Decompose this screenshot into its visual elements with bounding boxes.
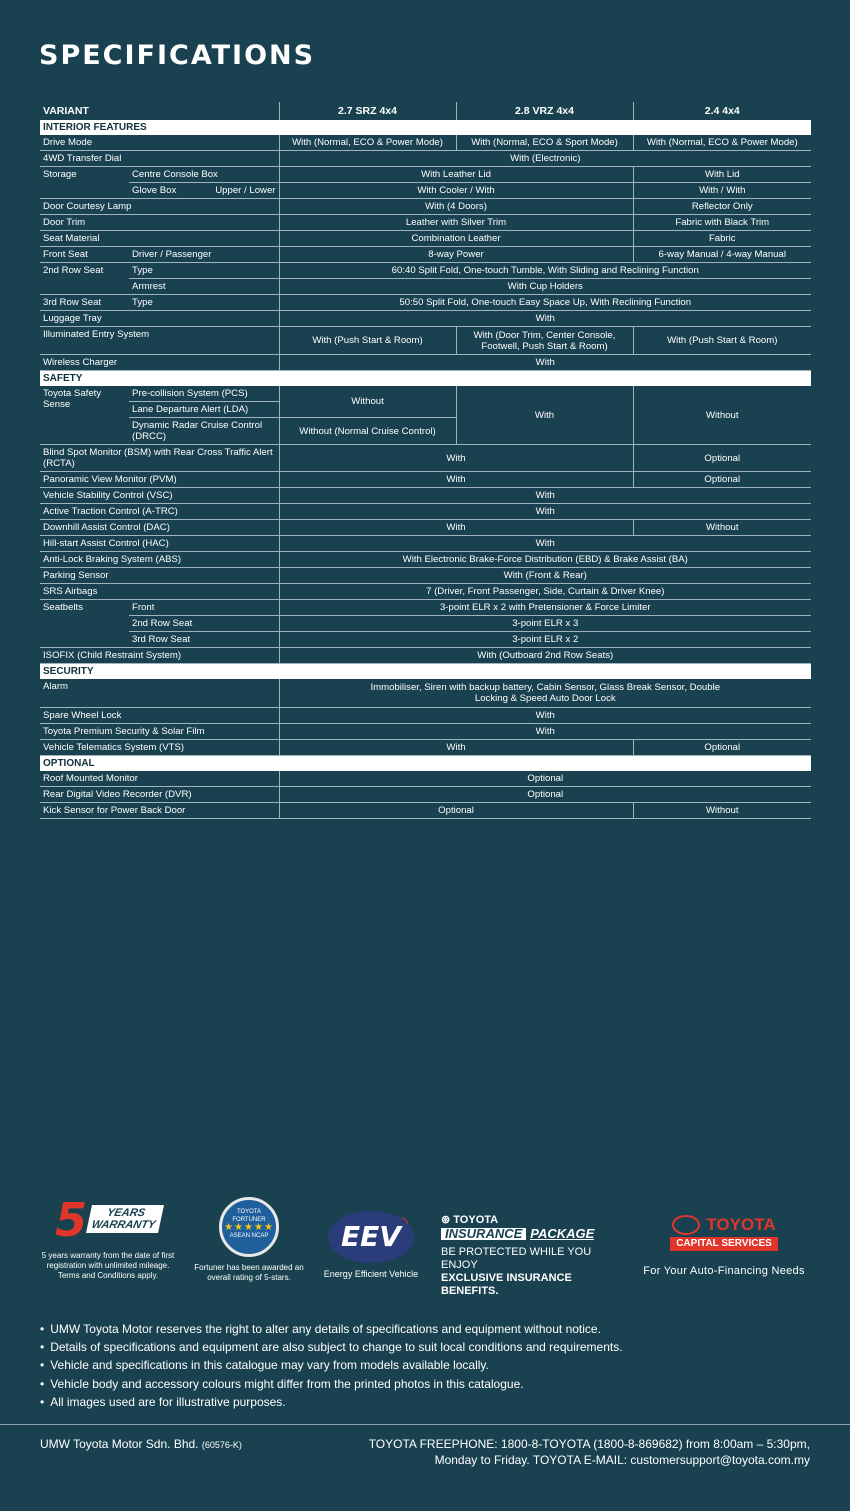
tcs-box: CAPITAL SERVICES [670, 1237, 778, 1251]
eev-badge [328, 1211, 414, 1263]
row-label: Downhill Assist Control (DAC) [40, 520, 279, 536]
ancap-stars: ★★★★★ [224, 1222, 274, 1233]
table-row [40, 279, 811, 295]
row-sublabel: Dynamic Radar Cruise Control (DRCC) [129, 418, 279, 445]
toyota-emblem-icon: ⊛ [441, 1214, 451, 1226]
cell: With [279, 472, 633, 488]
cell: With [279, 445, 633, 472]
table-row [40, 472, 811, 488]
cell: With (Normal, ECO & Sport Mode) [456, 135, 633, 151]
cell: Without (Normal Cruise Control) [279, 418, 456, 445]
table-row [40, 632, 811, 648]
ancap-top: TOYOTA FORTUNER [232, 1209, 266, 1223]
insurance-line1: BE PROTECTED WHILE YOU ENJOY [441, 1246, 592, 1271]
capital-services-logo [636, 1215, 812, 1278]
variant-label: VARIANT [43, 104, 89, 117]
cell: Immobiliser, Siren with backup battery, Cabin Sensor, Glass Break Sensor, Double Locking & Speed Auto Door Lock [279, 679, 811, 707]
row-label: Wireless Charger [40, 355, 279, 371]
table-row [40, 386, 811, 402]
cell: With [279, 355, 811, 371]
row-sublabel: Armrest [129, 279, 279, 295]
ancap-note: Fortuner has been awarded an overall rating of 5-stars. [194, 1263, 304, 1282]
table-row [40, 707, 811, 723]
table-row [40, 616, 811, 632]
list-item: • UMW Toyota Motor reserves the right to alter any details of specifications and equipment without notice. [40, 1320, 623, 1338]
logo-strip [0, 1195, 850, 1295]
cell: Combination Leather [279, 231, 633, 247]
cell: With [456, 386, 633, 445]
table-row [40, 648, 811, 664]
glove-sub: Upper / Lower [215, 185, 276, 196]
row-label: Vehicle Stability Control (VSC) [40, 488, 279, 504]
row-label: Panoramic View Monitor (PVM) [40, 472, 279, 488]
cell: 3-point ELR x 2 with Pretensioner & Force Limiter [279, 600, 811, 616]
row-label: Toyota Premium Security & Solar Film [40, 723, 279, 739]
variant-header-row [40, 102, 811, 120]
glove-label: Glove Box [132, 185, 177, 196]
cell: With (4 Doors) [279, 199, 633, 215]
cell: Without [633, 386, 811, 445]
table-row [40, 536, 811, 552]
cell: Without [633, 520, 811, 536]
ancap-badge [219, 1197, 279, 1257]
table-row [40, 739, 811, 755]
cell: With (Push Start & Room) [633, 327, 811, 355]
cell: 60:40 Split Fold, One-touch Tumble, With Sliding and Reclining Function [279, 263, 811, 279]
row-label: Door Trim [40, 215, 279, 231]
table-row [40, 355, 811, 371]
warranty-tag [86, 1205, 164, 1233]
row-sublabel [129, 183, 279, 199]
cell: With (Front & Rear) [279, 568, 811, 584]
cell: With [279, 504, 811, 520]
cell: With (Normal, ECO & Power Mode) [633, 135, 811, 151]
cell: Optional [279, 802, 633, 818]
cell: With [279, 311, 811, 327]
row-sublabel: Driver / Passenger [129, 247, 279, 263]
table-row [40, 327, 811, 355]
email-line: Monday to Friday. TOYOTA E-MAIL: customersupport@toyota.com.my [434, 1453, 810, 1467]
table-row [40, 167, 811, 183]
warranty-logo [38, 1193, 178, 1281]
cell: With Cooler / With [279, 183, 633, 199]
cell: Optional [633, 445, 811, 472]
footer-divider [0, 1424, 850, 1425]
table-row [40, 771, 811, 787]
row-label: Luggage Tray [40, 311, 279, 327]
section-safety: SAFETY [40, 371, 811, 387]
cell: Without [279, 386, 456, 418]
cell: With [279, 520, 633, 536]
row-sublabel: Type [129, 263, 279, 279]
row-label: Spare Wheel Lock [40, 707, 279, 723]
table-row [40, 723, 811, 739]
variant-vrz: 2.8 VRZ 4x4 [456, 102, 633, 120]
row-sublabel: Type [129, 295, 279, 311]
table-row [40, 247, 811, 263]
cell: Reflector Only [633, 199, 811, 215]
row-sublabel: Lane Departure Alert (LDA) [129, 402, 279, 418]
insurance-package: PACKAGE [530, 1225, 595, 1241]
list-item: • All images used are for illustrative purposes. [40, 1393, 623, 1411]
row-label: Blind Spot Monitor (BSM) with Rear Cross Traffic Alert (RCTA) [40, 445, 279, 472]
cell: With (Normal, ECO & Power Mode) [279, 135, 456, 151]
row-sublabel: Front [129, 600, 279, 616]
cell: With [279, 707, 811, 723]
cell: With [279, 536, 811, 552]
row-label: Toyota Safety Sense [40, 386, 129, 445]
cell: Without [633, 802, 811, 818]
row-label: Vehicle Telematics System (VTS) [40, 739, 279, 755]
row-label: Illuminated Entry System [40, 327, 279, 355]
row-label: Roof Mounted Monitor [40, 771, 279, 787]
cell: With [279, 739, 633, 755]
table-row [40, 568, 811, 584]
specifications-table [40, 102, 811, 819]
cell: 3-point ELR x 2 [279, 632, 811, 648]
cell: 3-point ELR x 3 [279, 616, 811, 632]
cell: With Leather Lid [279, 167, 633, 183]
row-label: 3rd Row Seat [40, 295, 129, 311]
row-sublabel: Pre-collision System (PCS) [129, 386, 279, 402]
ancap-logo [193, 1197, 305, 1283]
section-interior: INTERIOR FEATURES [40, 120, 811, 135]
table-row [40, 802, 811, 818]
eev-logo [318, 1211, 424, 1279]
ancap-name: ASEAN NCAP [229, 1233, 269, 1239]
cell: With [279, 488, 811, 504]
insurance-title [441, 1225, 621, 1241]
eev-note: Energy Efficient Vehicle [323, 1269, 419, 1279]
warranty-number: 5 [55, 1193, 88, 1247]
table-row [40, 445, 811, 472]
cell: With (Outboard 2nd Row Seats) [279, 648, 811, 664]
table-row [40, 183, 811, 199]
cell: With (Electronic) [279, 151, 811, 167]
cell: With Electronic Brake-Force Distribution (EBD) & Brake Assist (BA) [279, 552, 811, 568]
table-row [40, 311, 811, 327]
table-row [40, 488, 811, 504]
insurance-brand-text: TOYOTA [453, 1214, 499, 1226]
disclaimer-list [40, 1320, 623, 1411]
row-sublabel: 3rd Row Seat [129, 632, 279, 648]
row-label: Seat Material [40, 231, 279, 247]
cell: 50:50 Split Fold, One-touch Easy Space Up, With Reclining Function [279, 295, 811, 311]
row-label: Rear Digital Video Recorder (DVR) [40, 786, 279, 802]
row-sublabel: 2nd Row Seat [129, 616, 279, 632]
list-item: • Vehicle and specifications in this catalogue may vary from models available locally. [40, 1356, 623, 1374]
table-row [40, 520, 811, 536]
tcs-brand: TOYOTA [706, 1215, 776, 1234]
footer-contact [290, 1436, 810, 1468]
tcs-brandline [636, 1215, 812, 1235]
eev-arc-icon: ◝ [401, 1213, 408, 1232]
table-row [40, 600, 811, 616]
table-row [40, 504, 811, 520]
section-optional: OPTIONAL [40, 755, 811, 771]
table-row [40, 215, 811, 231]
cell: Leather with Silver Trim [279, 215, 633, 231]
insurance-line2: EXCLUSIVE INSURANCE BENEFITS. [441, 1272, 572, 1297]
cell: 8-way Power [279, 247, 633, 263]
variant-srz: 2.7 SRZ 4x4 [279, 102, 456, 120]
table-row [40, 295, 811, 311]
row-label: Kick Sensor for Power Back Door [40, 802, 279, 818]
row-label: Parking Sensor [40, 568, 279, 584]
insurance-logo [441, 1215, 621, 1298]
insurance-brand [441, 1215, 621, 1225]
table-row [40, 679, 811, 707]
cell: With Lid [633, 167, 811, 183]
row-label: Seatbelts [40, 600, 129, 648]
footer-company [40, 1437, 242, 1453]
cell: Optional [279, 771, 811, 787]
warranty-word: WARRANTY [90, 1219, 157, 1231]
warranty-note: 5 years warranty from the date of first registration with unlimited mileage. Terms and Conditions apply. [41, 1251, 175, 1280]
cell: With (Door Trim, Center Console, Footwell, Push Start & Room) [456, 327, 633, 355]
tcs-slogan: For Your Auto-Financing Needs [643, 1265, 805, 1277]
row-label: ISOFIX (Child Restraint System) [40, 648, 279, 664]
toyota-emblem-icon [672, 1215, 700, 1235]
row-label: 2nd Row Seat [40, 263, 129, 295]
row-label: Hill-start Assist Control (HAC) [40, 536, 279, 552]
row-label: Alarm [40, 679, 279, 707]
cell: Fabric [633, 231, 811, 247]
cell: Optional [279, 786, 811, 802]
cell: 6-way Manual / 4-way Manual [633, 247, 811, 263]
row-label: Front Seat [40, 247, 129, 263]
variant-base: 2.4 4x4 [633, 102, 811, 120]
row-sublabel: Centre Console Box [129, 167, 279, 183]
company-reg: (60576-K) [201, 1440, 242, 1450]
cell: With (Push Start & Room) [279, 327, 456, 355]
section-security: SECURITY [40, 664, 811, 680]
insurance-box: INSURANCE [441, 1228, 526, 1240]
cell: With / With [633, 183, 811, 199]
list-item: • Details of specifications and equipment are also subject to change to suit local conditions and requirements. [40, 1338, 623, 1356]
table-row [40, 552, 811, 568]
table-row [40, 584, 811, 600]
row-label: Drive Mode [40, 135, 279, 151]
table-row [40, 263, 811, 279]
row-label: 4WD Transfer Dial [40, 151, 279, 167]
cell: Fabric with Black Trim [633, 215, 811, 231]
table-row [40, 231, 811, 247]
freephone-line: TOYOTA FREEPHONE: 1800-8-TOYOTA (1800-8-869682) from 8:00am – 5:30pm, [368, 1437, 810, 1451]
table-row [40, 135, 811, 151]
row-label: SRS Airbags [40, 584, 279, 600]
table-row [40, 199, 811, 215]
table-row [40, 786, 811, 802]
cell: 7 (Driver, Front Passenger, Side, Curtain & Driver Knee) [279, 584, 811, 600]
row-label: Storage [40, 167, 129, 199]
company-name: UMW Toyota Motor Sdn. Bhd. [40, 1437, 199, 1451]
cell: With [279, 723, 811, 739]
page-title: SPECIFICATIONS [39, 40, 316, 71]
eev-mark: EEV [341, 1220, 401, 1253]
table-row [40, 151, 811, 167]
row-label: Anti-Lock Braking System (ABS) [40, 552, 279, 568]
warranty-years: YEARS [106, 1207, 147, 1219]
list-item: • Vehicle body and accessory colours might differ from the printed photos in this catalogue. [40, 1375, 623, 1393]
cell: Optional [633, 739, 811, 755]
row-label: Active Traction Control (A-TRC) [40, 504, 279, 520]
row-label: Door Courtesy Lamp [40, 199, 279, 215]
cell: With Cup Holders [279, 279, 811, 295]
cell: Optional [633, 472, 811, 488]
